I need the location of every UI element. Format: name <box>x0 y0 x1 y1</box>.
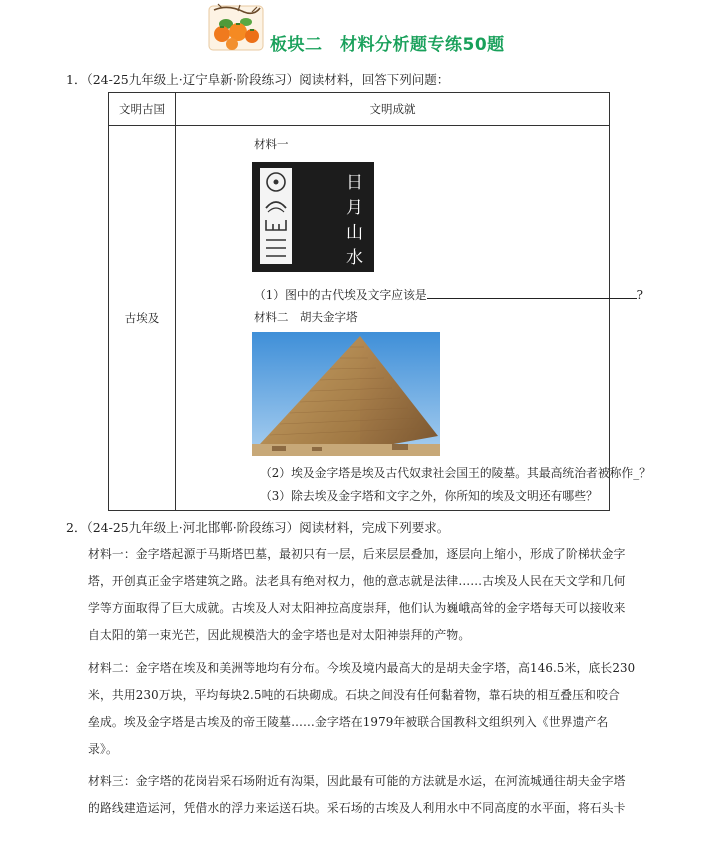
question-2-heading <box>66 518 449 536</box>
material-1-label: 材料一 <box>254 137 289 151</box>
material-paragraph-line: 材料二：金字塔在埃及和美洲等地均有分布。今埃及境内最高大的是胡夫金字塔，高146.5米，底长230 <box>88 661 636 675</box>
question-prompt: 阅读材料，回答下列问题： <box>299 72 450 87</box>
material-paragraph-line: 材料一：金字塔起源于马斯塔巴墓，最初只有一层，后来层层叠加，逐层向上缩小，形成了阶梯状金字 <box>88 547 626 561</box>
section-title: 板块二 材料分析题专练50题 <box>270 35 505 55</box>
hanzi-water: 水 <box>346 248 363 268</box>
hanzi-mountain: 山 <box>346 223 363 243</box>
column-header: 文明古国 <box>109 93 176 126</box>
question-number: 2． <box>66 520 87 535</box>
question-source: （24-25九年级上·河北邯郸·阶段练习） <box>86 520 300 535</box>
table-header-row <box>109 93 610 126</box>
sub-question-1: （1）图中的古代埃及文字应该是 ? <box>254 288 643 302</box>
question-prompt: 阅读材料，完成下列要求。 <box>299 520 450 535</box>
sub-question-2: （2）埃及金字塔是埃及古代奴隶社会国王的陵墓。其最高统治者被称作_？ <box>260 466 651 480</box>
answer-blank[interactable] <box>427 286 637 299</box>
material-paragraph-line: 塔，开创真正金字塔建筑之路。法老具有绝对权力，他的意志就是法律……古埃及人民在天文学和几何 <box>88 574 626 588</box>
question-1-heading <box>66 70 449 88</box>
achievement-cell <box>176 126 651 511</box>
material-2-label: 材料二 胡夫金字塔 <box>254 310 358 324</box>
hieroglyph-symbols-icon <box>260 168 292 264</box>
material-paragraph-line: 的路线建造运河，凭借水的浮力来运送石块。采石场的古埃及人利用水中不同高度的水平面，将石头卡 <box>88 801 626 815</box>
hanzi-moon: 月 <box>346 198 363 218</box>
material-paragraph-line: 材料三：金字塔的花岗岩采石场附近有沟渠，因此最有可能的方法就是水运，在河流城通往胡夫金字塔 <box>88 774 626 788</box>
khufu-pyramid-photo <box>252 332 440 456</box>
hieroglyph-figure <box>252 162 374 272</box>
row-label: 古埃及 <box>109 126 176 511</box>
hanzi-sun: 日 <box>346 173 363 193</box>
civilization-table <box>108 92 651 511</box>
material-paragraph-line: 垒成。埃及金字塔是古埃及的帝王陵墓……金字塔在1979年被联合国教科文组织列入《世界遗产名 <box>88 715 609 729</box>
material-paragraph-line: 米，共用230万块，平均每块2.5吨的石块砌成。石块之间没有任何黏着物，靠石块的相互叠压和咬合 <box>88 688 621 702</box>
sub-question-3: （3）除去埃及金字塔和文字之外，你所知的埃及文明还有哪些？ <box>260 489 598 503</box>
material-paragraph-line: 自太阳的第一束光芒，因此规模浩大的金字塔也是对太阳神崇拜的产物。 <box>88 628 471 642</box>
table-row <box>109 126 610 511</box>
persimmon-logo-icon <box>208 2 264 52</box>
column-header: 文明成就 <box>176 93 610 126</box>
page-header <box>0 0 716 62</box>
material-paragraph-line: 学等方面取得了巨大成就。古埃及人对太阳神拉高度崇拜，他们认为巍峨高耸的金字塔每天可以接收来 <box>88 601 626 615</box>
question-source: （24-25九年级上·辽宁阜新·阶段练习） <box>86 72 300 87</box>
cell-content <box>176 126 651 510</box>
question-number: 1． <box>66 72 87 87</box>
material-paragraph-line: 录》。 <box>88 742 118 756</box>
